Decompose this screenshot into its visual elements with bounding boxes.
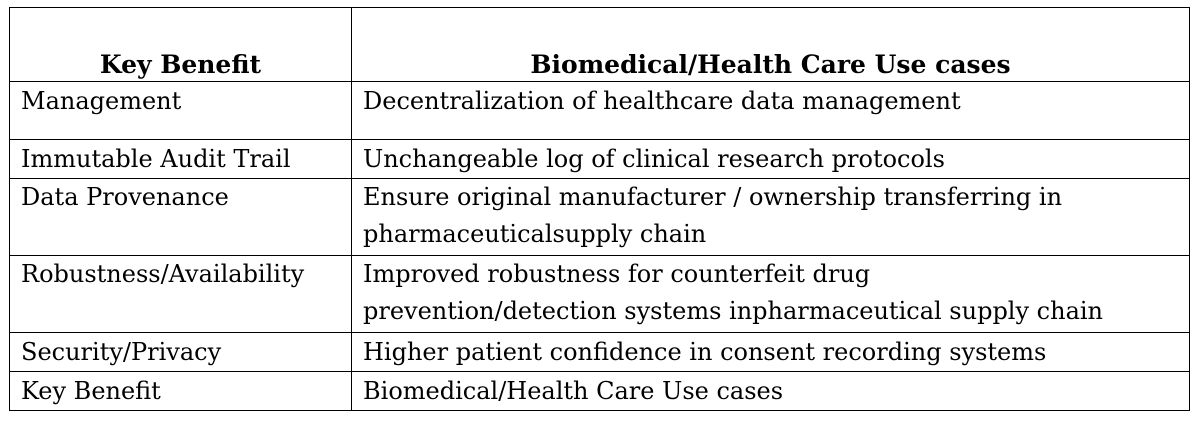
use-case-line: pharmaceuticalsupply chain bbox=[363, 220, 707, 248]
benefit-cell: Management bbox=[10, 82, 352, 140]
benefit-cell: Key Benefit bbox=[10, 372, 352, 411]
table-row bbox=[10, 372, 1190, 411]
table-row bbox=[10, 179, 1190, 256]
use-case-line: prevention/detection systems inpharmaceutical supply chain bbox=[363, 297, 1104, 325]
benefit-cell: Robustness/Availability bbox=[10, 256, 352, 333]
table-row bbox=[10, 140, 1190, 179]
use-case-line: Improved robustness for counterfeit drug bbox=[363, 260, 871, 288]
use-case-cell bbox=[352, 179, 1190, 256]
use-case-cell: Unchangeable log of clinical research protocols bbox=[352, 140, 1190, 179]
table-row bbox=[10, 82, 1190, 140]
use-case-cell: Decentralization of healthcare data management bbox=[352, 82, 1190, 140]
header-use-cases: Biomedical/Health Care Use cases bbox=[352, 8, 1190, 82]
header-key-benefit: Key Benefit bbox=[10, 8, 352, 82]
use-case-cell bbox=[352, 256, 1190, 333]
use-case-line: Ensure original manufacturer / ownership transferring in bbox=[363, 183, 1063, 211]
benefit-cell: Security/Privacy bbox=[10, 333, 352, 372]
table-row bbox=[10, 333, 1190, 372]
benefit-cell: Data Provenance bbox=[10, 179, 352, 256]
use-case-cell: Biomedical/Health Care Use cases bbox=[352, 372, 1190, 411]
table-header-row bbox=[10, 8, 1190, 82]
benefit-cell: Immutable Audit Trail bbox=[10, 140, 352, 179]
use-case-cell: Higher patient confidence in consent recording systems bbox=[352, 333, 1190, 372]
table-row bbox=[10, 256, 1190, 333]
benefits-table bbox=[9, 7, 1190, 411]
